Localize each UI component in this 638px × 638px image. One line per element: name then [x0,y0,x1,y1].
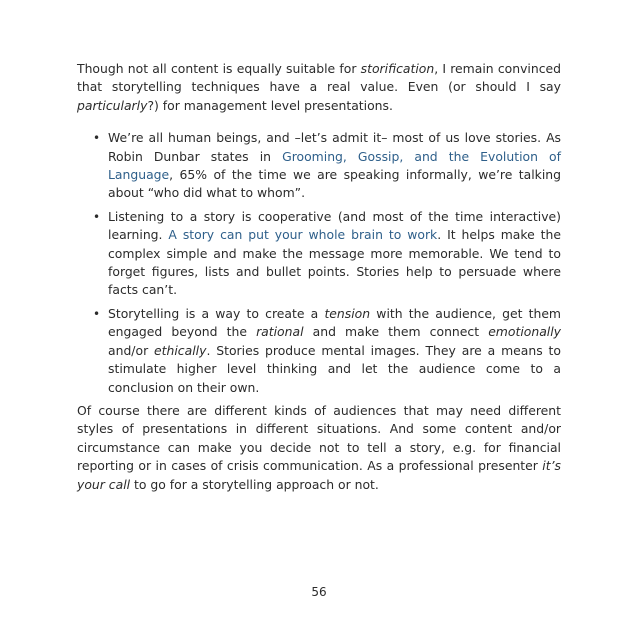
list-item [93,129,561,203]
page-body [77,60,561,494]
emphasis-its-your-call: it’s your call [77,458,561,492]
intro-text: ?) for management level presentations. [147,97,393,113]
list-item [93,305,561,397]
list-item-text: Listening to a story is cooperative (and most of the time interactive) learning. [108,208,561,243]
intro-paragraph [77,60,561,115]
list-item-text: . Stories produce mental images. They are a means to stimulate higher level thinking and let the audience come to a conclusion on their own. [108,342,561,395]
bullet-icon: • [93,209,101,224]
page-number: 56 [311,585,327,599]
list-item [93,208,561,300]
bullet-list [77,129,561,397]
bullet-icon: • [93,131,101,146]
intro-emphasis-particularly: particularly [77,97,148,113]
emphasis-ethically: ethically [154,342,207,358]
list-item-text: with the audience, get them engaged beyond the [108,305,562,340]
intro-text: Though not all content is equally suitable for [77,61,361,76]
closing-paragraph [77,402,561,494]
list-item-text: We’re all human beings, and –let’s admit it– most of us love stories. As Robin Dunbar states in [108,130,561,164]
closing-text: to go for a storytelling approach or not. [130,476,379,492]
list-item-text: and/or [108,342,155,358]
link-grooming-gossip[interactable]: Grooming, Gossip, and the Evolution of Language [108,148,561,183]
link-whole-brain[interactable]: A story can put your whole brain to work [168,227,438,243]
emphasis-tension: tension [324,305,371,321]
intro-text: , I remain convinced that storytelling techniques have a real value. Even (or should I say [77,61,561,95]
emphasis-emotionally: emotionally [488,324,562,340]
intro-emphasis-storification: storification [360,61,435,76]
list-item-text: and make them connect [303,324,489,340]
closing-text: Of course there are different kinds of audiences that may need different styles of presentations in different situations. And some content and/or circumstance can make you decide not to tell a story, e.g. for financial reporting or in cases of crisis communication. As a professional presenter [77,402,561,474]
emphasis-rational: rational [256,324,304,340]
list-item-text: , 65% of the time we are speaking informally, we’re talking about “who did what to whom”. [108,167,561,201]
list-item-text: . It helps make the complex simple and make the message more memorable. We tend to forget figures, lists and bullet points. Stories help to persuade where facts can’t. [108,227,561,298]
bullet-icon: • [93,306,101,321]
list-item-text: Storytelling is a way to create a [108,305,325,321]
